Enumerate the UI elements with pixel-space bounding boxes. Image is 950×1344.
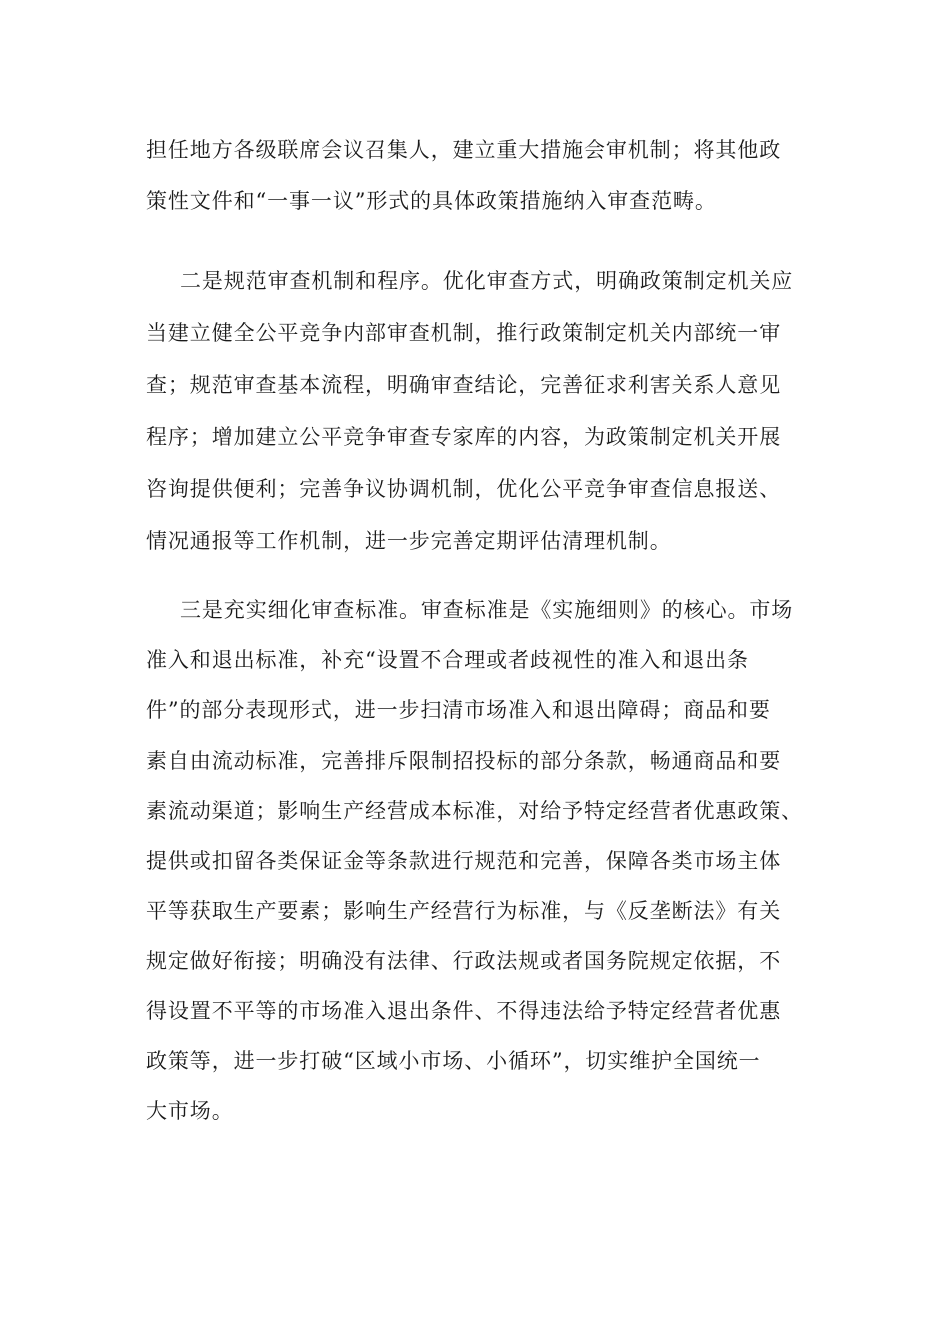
text-line: 查；规范审查基本流程，明确审查结论，完善征求利害关系人意见 — [146, 373, 782, 397]
text-line: 准入和退出标准，补充“设置不合理或者歧视性的准入和退出条 — [146, 648, 749, 672]
text-line: 素流动渠道；影响生产经营成本标准，对给予特定经营者优惠政策、 — [146, 799, 803, 823]
text-line: 规定做好衔接；明确没有法律、行政法规或者国务院规定依据，不 — [146, 949, 782, 973]
text-line: 策性文件和“一事一议”形式的具体政策措施纳入审查范畴。 — [146, 189, 717, 213]
text-line: 平等获取生产要素；影响生产经营行为标准，与《反垄断法》有关 — [146, 899, 782, 923]
text-line: 当建立健全公平竞争内部审查机制，推行政策制定机关内部统一审 — [146, 321, 782, 345]
text-line: 三是充实细化审查标准。审查标准是《实施细则》的核心。市场 — [180, 598, 794, 622]
text-line: 提供或扣留各类保证金等条款进行规范和完善，保障各类市场主体 — [146, 849, 782, 873]
text-line: 政策等，进一步打破“区域小市场、小循环”，切实维护全国统一 — [146, 1049, 761, 1073]
text-line: 程序；增加建立公平竞争审查专家库的内容，为政策制定机关开展 — [146, 425, 782, 449]
text-line: 大市场。 — [146, 1099, 234, 1123]
text-line: 素自由流动标准，完善排斥限制招投标的部分条款，畅通商品和要 — [146, 749, 782, 773]
text-line: 件”的部分表现形式，进一步扫清市场准入和退出障碍；商品和要 — [146, 698, 771, 722]
text-line: 担任地方各级联席会议召集人，建立重大措施会审机制；将其他政 — [146, 138, 782, 162]
text-line: 咨询提供便利；完善争议协调机制，优化公平竞争审查信息报送、 — [146, 477, 782, 501]
text-line: 二是规范审查机制和程序。优化审查方式，明确政策制定机关应 — [180, 269, 794, 293]
text-line: 情况通报等工作机制，进一步完善定期评估清理机制。 — [146, 529, 672, 553]
text-line: 得设置不平等的市场准入退出条件、不得违法给予特定经营者优惠 — [146, 999, 782, 1023]
